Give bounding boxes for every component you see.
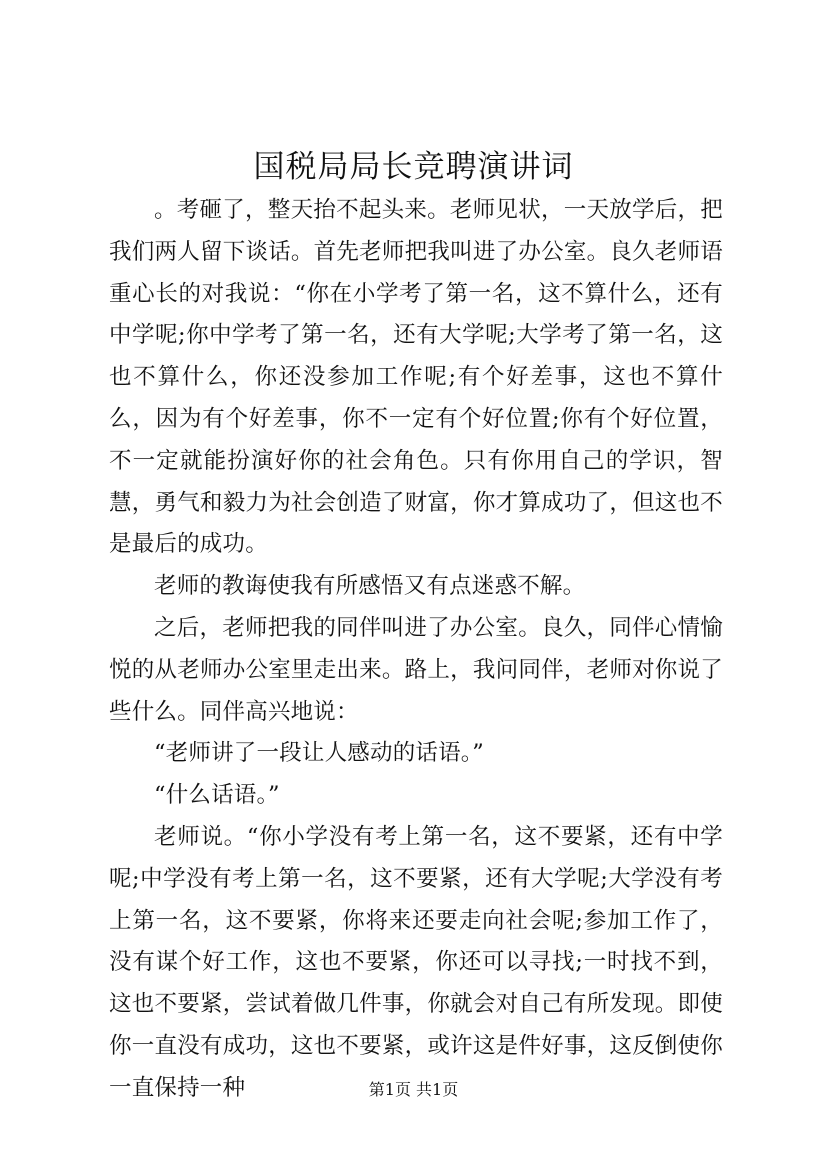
page-footer: 第1页 共1页 — [368, 1080, 459, 1099]
paragraph-3: 之后，老师把我的同伴叫进了办公室。良久，同伴心情愉悦的从老师办公室里走出来。路上，我问同伴，老师对你说了些什么。同伴高兴地说： — [109, 614, 723, 725]
paragraph-5: “什么话语。” — [154, 782, 280, 809]
paragraph-2: 老师的教诲使我有所感悟又有点迷惑不解。 — [154, 573, 586, 600]
paragraph-4: “老师讲了一段让人感动的话语。” — [154, 740, 484, 767]
document-title: 国税局局长竞聘演讲词 — [253, 149, 574, 185]
document-body — [109, 190, 723, 1110]
paragraph-1: 。考砸了，整天抬不起头来。老师见状，一天放学后，把我们两人留下谈话。首先老师把我叫进了办公室。良久老师语重心长的对我说：“你在小学考了第一名，这不算什么，还有中学呢;你中学考了第一名，还有大学呢;大学考了第一名，这也不算什么，你还没参加工作呢;有个好差事，这也不算什么，因为有个好差事，你不一定有个好位置;你有个好位置，不一定就能扮演好你的社会角色。只有你用自己的学识，智慧，勇气和毅力为社会创造了财富，你才算成功了，但这也不是最后的成功。 — [109, 197, 723, 558]
paragraph-6: 老师说。“你小学没有考上第一名，这不要紧，还有中学呢;中学没有考上第一名，这不要紧，还有大学呢;大学没有考上第一名，这不要紧，你将来还要走向社会呢;参加工作了，没有谋个好工作，这也不要紧，你还可以寻找;一时找不到，这也不要紧，尝试着做几件事，你就会对自己有所发现。即使你一直没有成功，这也不要紧，或许这是件好事，这反倒使你一直保持一种 — [109, 823, 723, 1101]
